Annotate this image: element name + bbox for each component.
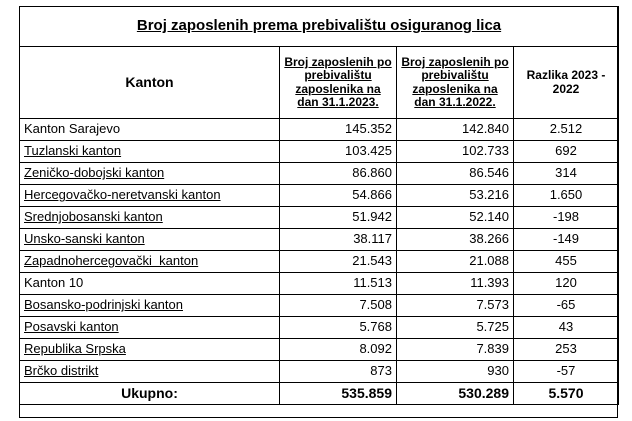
row-name-text: Kanton Sarajevo — [24, 121, 121, 137]
total-value-2022: 530.289 — [397, 383, 514, 405]
row-value-2022: 102.733 — [397, 141, 514, 163]
header-2023: Broj zaposlenih po prebivalištu zaposlenika na dan 31.1.2023. — [284, 55, 392, 109]
row-value-2023: 38.117 — [280, 229, 397, 251]
row-value-2022: 7.573 — [397, 295, 514, 317]
row-value-2022: 86.546 — [397, 163, 514, 185]
row-value-2022: 53.216 — [397, 185, 514, 207]
row-name-text: Tuzlanski kanton — [24, 143, 122, 159]
header-2022: Broj zaposlenih po prebivalištu zaposlenika na dan 31.1.2022. — [401, 55, 509, 109]
row-value-2022: 52.140 — [397, 207, 514, 229]
row-name-text: Kanton 10 — [24, 275, 84, 291]
row-difference: 314 — [514, 163, 619, 185]
row-value-2023: 54.866 — [280, 185, 397, 207]
row-difference: 455 — [514, 251, 619, 273]
row-value-2023: 21.543 — [280, 251, 397, 273]
row-name-text: Unsko-sanski kanton — [24, 231, 145, 247]
row-value-2022: 142.840 — [397, 119, 514, 141]
row-name-text: Posavski kanton — [24, 319, 119, 335]
row-value-2023: 5.768 — [280, 317, 397, 339]
table-title: Broj zaposlenih prema prebivalištu osiguranog lica — [136, 17, 502, 35]
row-value-2023: 103.425 — [280, 141, 397, 163]
row-name-text: Zeničko-dobojski kanton — [24, 165, 165, 181]
row-value-2022: 21.088 — [397, 251, 514, 273]
row-difference: -57 — [514, 361, 619, 383]
row-difference: -65 — [514, 295, 619, 317]
row-value-2023: 8.092 — [280, 339, 397, 361]
total-difference: 5.570 — [514, 383, 619, 405]
row-value-2023: 873 — [280, 361, 397, 383]
row-difference: 120 — [514, 273, 619, 295]
row-name-text: Bosansko-podrinjski kanton — [24, 297, 183, 313]
row-value-2022: 38.266 — [397, 229, 514, 251]
total-label: Ukupno: — [20, 383, 280, 405]
row-difference: 43 — [514, 317, 619, 339]
row-name-text: Republika Srpska — [24, 341, 126, 357]
row-difference: 2.512 — [514, 119, 619, 141]
row-value-2023: 86.860 — [280, 163, 397, 185]
row-name-text: Brčko distrikt — [24, 363, 99, 379]
row-name-text: Zapadnohercegovački kanton — [24, 253, 199, 269]
row-difference: -149 — [514, 229, 619, 251]
row-difference: 692 — [514, 141, 619, 163]
header-diff: Razlika 2023 - 2022 — [514, 47, 619, 119]
total-value-2023: 535.859 — [280, 383, 397, 405]
row-value-2022: 11.393 — [397, 273, 514, 295]
row-value-2023: 51.942 — [280, 207, 397, 229]
row-difference: -198 — [514, 207, 619, 229]
row-value-2022: 7.839 — [397, 339, 514, 361]
row-name-text: Hercegovačko-neretvanski kanton — [24, 187, 221, 203]
row-value-2022: 930 — [397, 361, 514, 383]
row-value-2023: 145.352 — [280, 119, 397, 141]
outer-frame — [19, 6, 618, 418]
row-value-2023: 11.513 — [280, 273, 397, 295]
row-value-2023: 7.508 — [280, 295, 397, 317]
row-value-2022: 5.725 — [397, 317, 514, 339]
row-name-text: Srednjobosanski kanton — [24, 209, 163, 225]
header-kanton: Kanton — [20, 47, 280, 119]
row-difference: 253 — [514, 339, 619, 361]
row-difference: 1.650 — [514, 185, 619, 207]
